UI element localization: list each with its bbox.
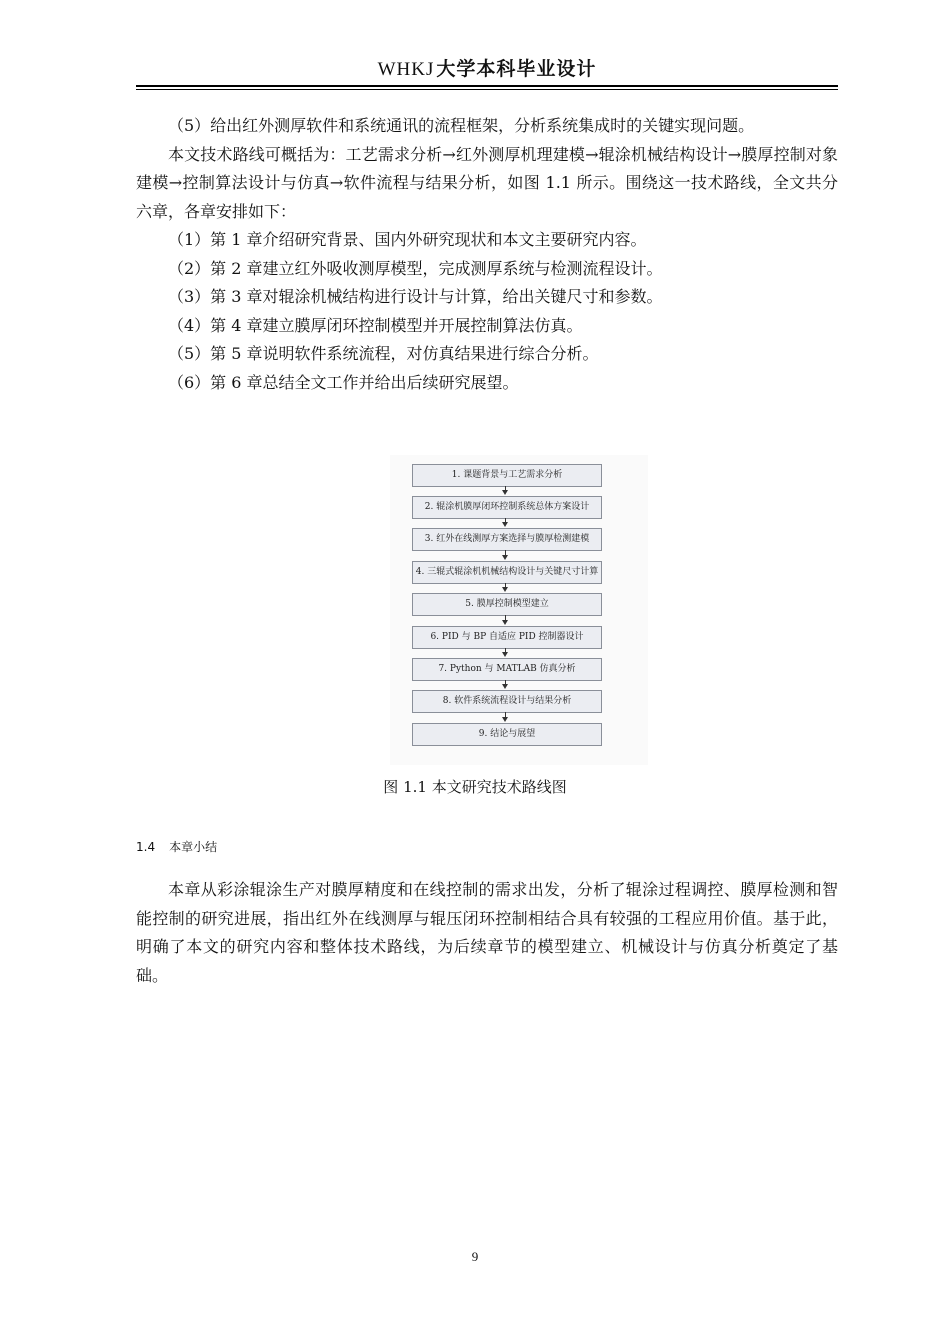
page-header [136, 54, 838, 88]
flow-arrow-head [502, 717, 508, 722]
flow-arrow-head [502, 522, 508, 527]
flow-arrow-head [502, 587, 508, 592]
header-rule-thick [136, 85, 838, 87]
header-school-code: WHKJ [377, 59, 435, 80]
section-number: 1.4 [136, 840, 156, 854]
summary-paragraph: 本章从彩涂辊涂生产对膜厚精度和在线控制的需求出发，分析了辊涂过程调控、膜厚检测和智能控制的研究进展，指出红外在线测厚与辊压闭环控制相结合具有较强的工程应用价值。基于此，明确了本文的研究内容和整体技术路线，为后续章节的模型建立、机械设计与仿真分析奠定了基础。 [136, 880, 838, 985]
paragraph-technical-route: 本文技术路线可概括为：工艺需求分析→红外测厚机理建模→辊涂机械结构设计→膜厚控制对象建模→控制算法设计与仿真→软件流程与结果分析，如图 1.1 所示。围绕这一技术路线，全文共分六章，各章安排如下： [136, 144, 838, 221]
header-rule-thin [136, 89, 838, 90]
flow-arrow-head [502, 490, 508, 495]
flow-step-1: 1. 课题背景与工艺需求分析 [412, 464, 602, 487]
flow-step-7: 7. Python 与 MATLAB 仿真分析 [412, 658, 602, 681]
flow-arrow-head [502, 684, 508, 689]
technical-route-flowchart [390, 455, 648, 765]
section-heading [136, 838, 217, 855]
chapter-item: （6）第 6 章总结全文工作并给出后续研究展望。 [168, 372, 519, 392]
chapter-item: （2）第 2 章建立红外吸收测厚模型，完成测厚系统与检测流程设计。 [168, 258, 663, 278]
flow-step-5: 5. 膜厚控制模型建立 [412, 593, 602, 616]
section-title: 本章小结 [169, 840, 218, 854]
flow-arrow-head [502, 652, 508, 657]
flow-step-4: 4. 三辊式辊涂机机械结构设计与关键尺寸计算 [412, 561, 602, 584]
page-number: 9 [471, 1249, 479, 1264]
chapter-item: （3）第 3 章对辊涂机械结构进行设计与计算，给出关键尺寸和参数。 [168, 287, 663, 306]
flow-step-9: 9. 结论与展望 [412, 723, 602, 746]
flow-step-8: 8. 软件系统流程设计与结果分析 [412, 690, 602, 713]
flow-step-6: 6. PID 与 BP 自适应 PID 控制器设计 [412, 626, 602, 649]
header-title: 大学本科毕业设计 [436, 58, 597, 80]
body-text [136, 112, 838, 397]
flow-arrow-head [502, 620, 508, 625]
chapter-item: （4）第 4 章建立膜厚闭环控制模型并开展控制算法仿真。 [168, 315, 583, 335]
flow-step-3: 3. 红外在线测厚方案选择与膜厚检测建模 [412, 528, 602, 551]
chapter-summary [136, 876, 838, 990]
flow-step-2: 2. 辊涂机膜厚闭环控制系统总体方案设计 [412, 496, 602, 519]
paragraph-item5: （5）给出红外测厚软件和系统通讯的流程框架，分析系统集成时的关键实现问题。 [168, 116, 755, 135]
chapter-item: （1）第 1 章介绍研究背景、国内外研究现状和本文主要研究内容。 [168, 230, 647, 249]
figure-caption: 图 1.1 本文研究技术路线图 [383, 778, 567, 796]
flow-arrow-head [502, 555, 508, 560]
chapter-item: （5）第 5 章说明软件系统流程，对仿真结果进行综合分析。 [168, 344, 599, 363]
